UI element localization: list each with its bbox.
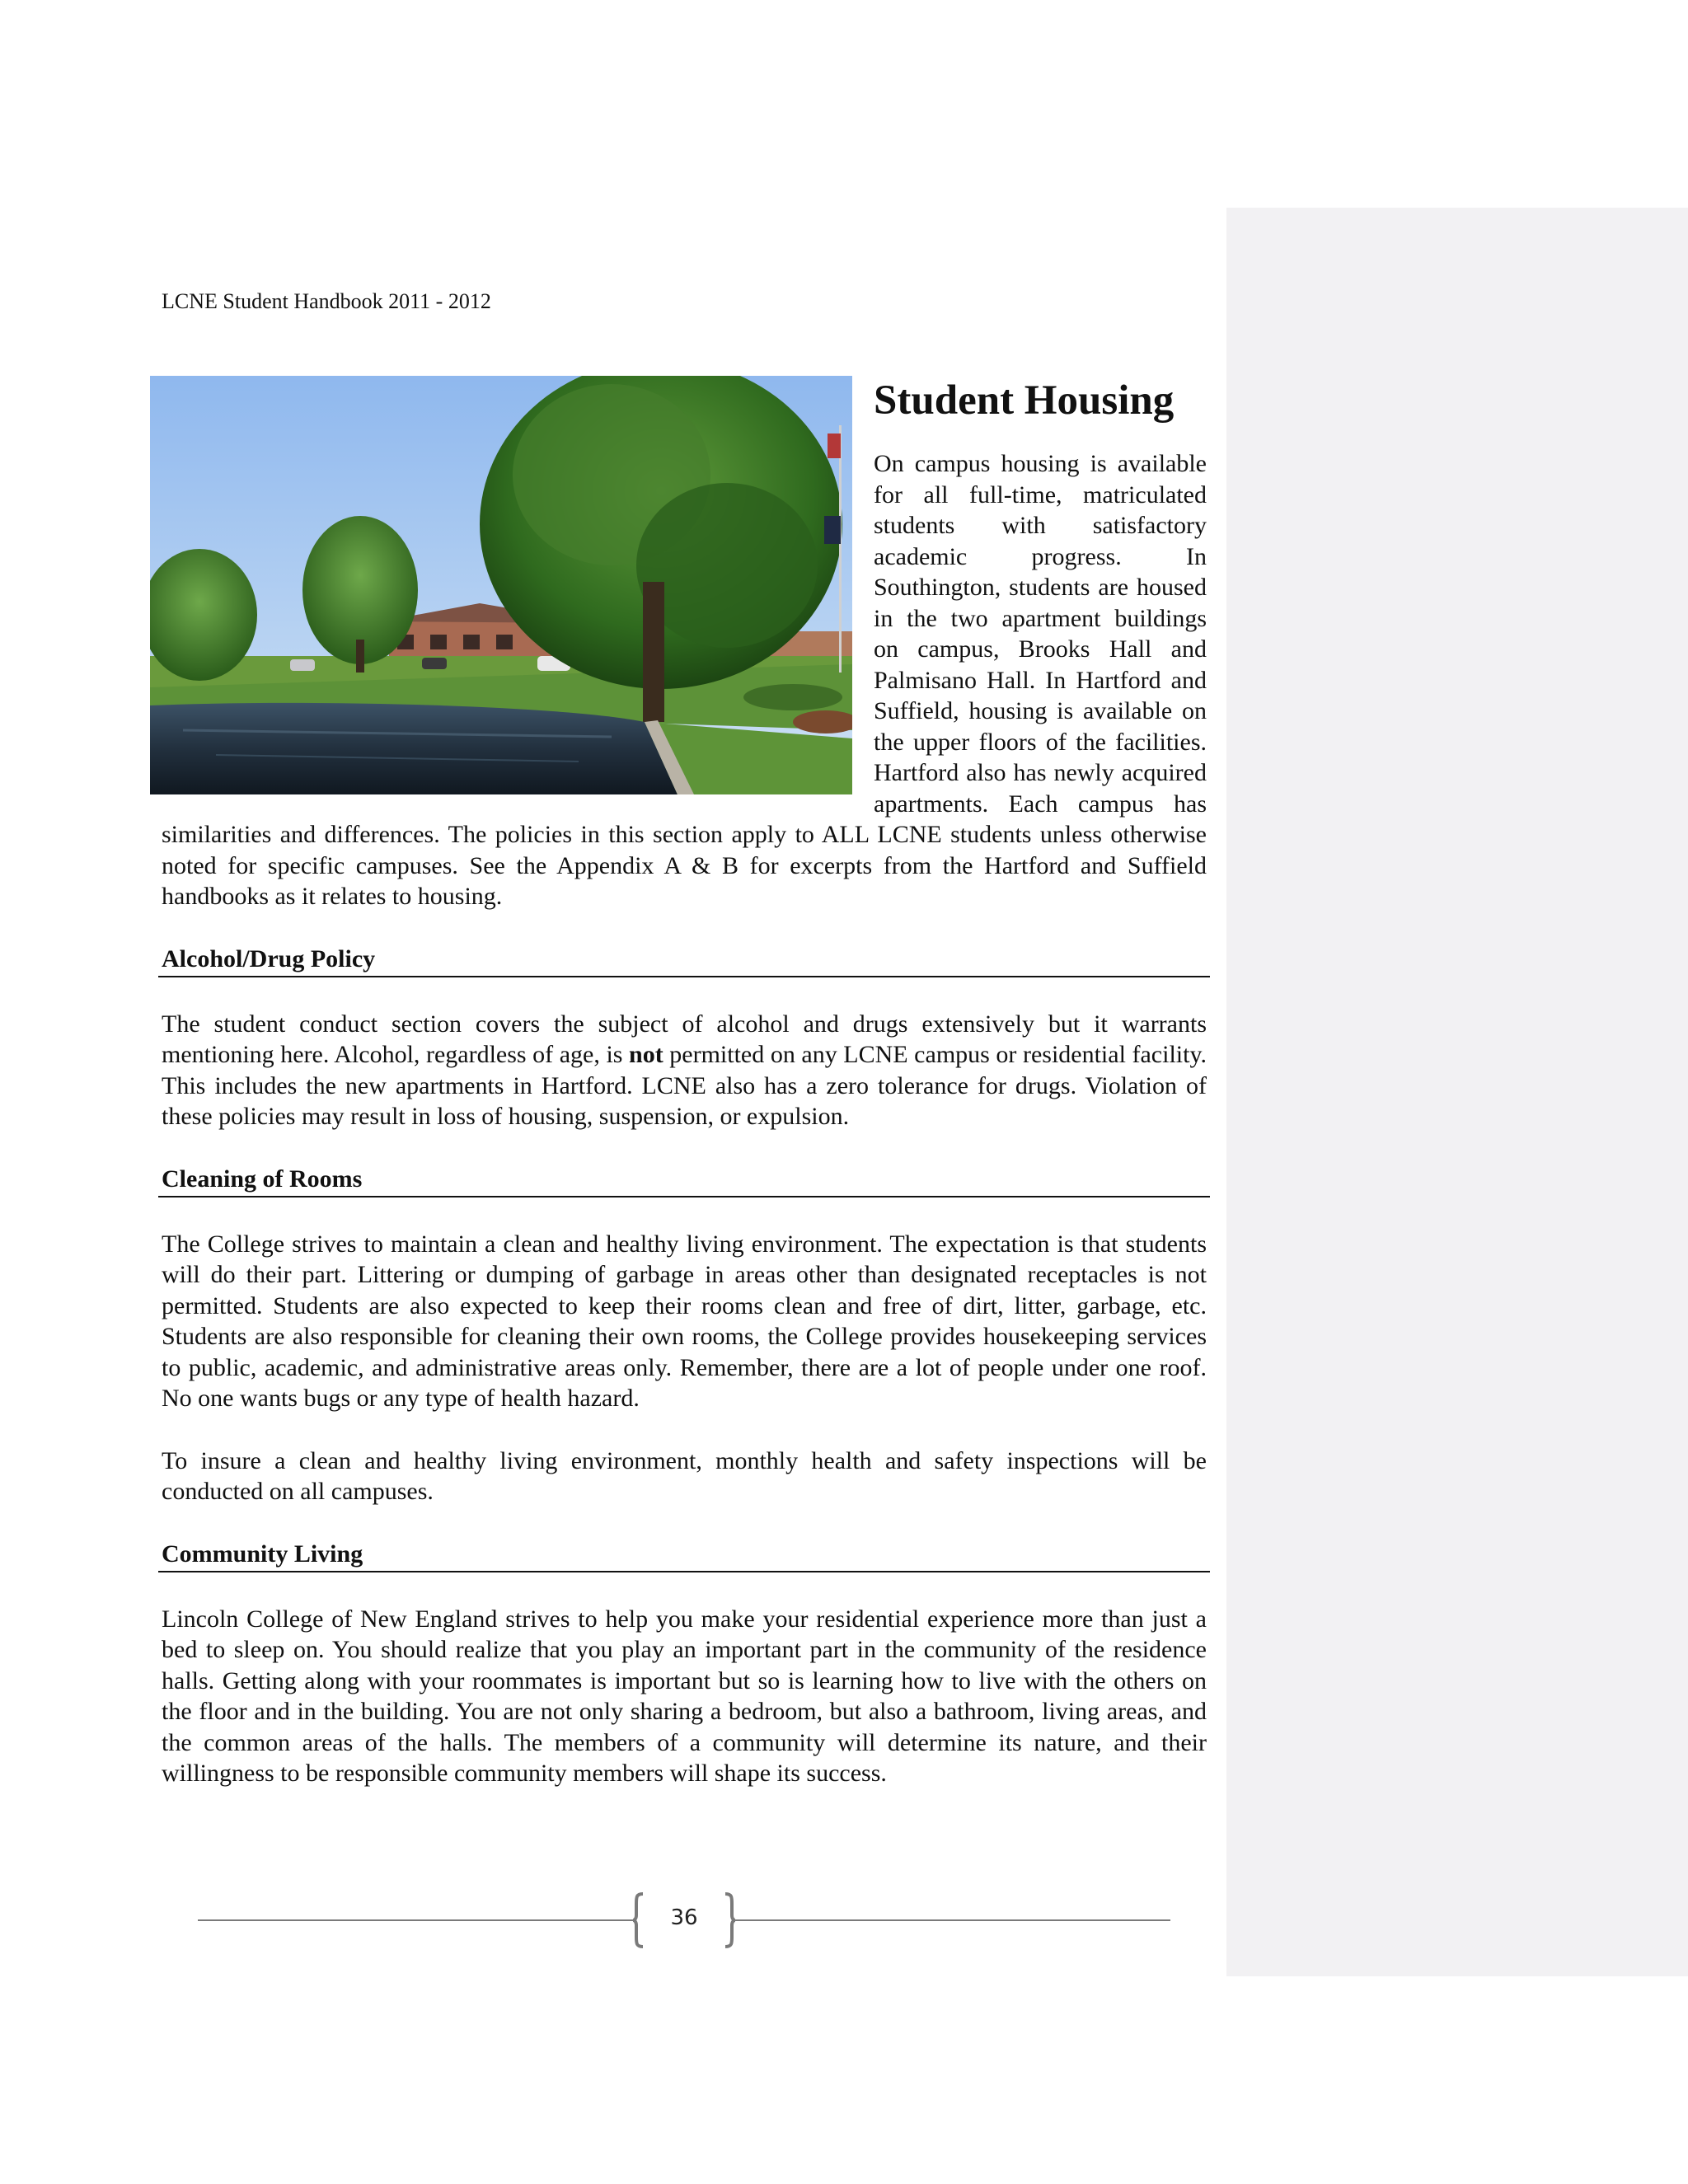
running-header: LCNE Student Handbook 2011 - 2012 [162, 289, 491, 313]
alcohol-drug-policy-paragraph [162, 1009, 1207, 1132]
alcohol-drug-policy-heading: Alcohol/Drug Policy [158, 944, 1210, 977]
page-content [162, 376, 1207, 1789]
alcohol-text-after: permitted on any LCNE campus or residential facility. This includes the new apartments in Hartford. LCNE also has a zero tolerance for drugs. Violation of these policies may result in loss of housing, suspension, or expulsion. [162, 1041, 1207, 1130]
section-title: Student Housing [874, 377, 1175, 424]
comment-margin-panel [1226, 208, 1688, 1976]
cleaning-paragraph-2: To insure a clean and healthy living environment, monthly health and safety inspections will be conducted on all campuses. [162, 1446, 1207, 1505]
community-paragraph-1: Lincoln College of New England strives to help you make your residential experience more than just a bed to sleep on. You should realize that you play an important part in the community of the residence halls. Getting along with your roommates is important but so is learning how to live with the others on the floor and in the building. You are not only sharing a bedroom, but also a bathroom, living areas, and the common areas of the halls. The members of a community will determine its nature, and their willingness to be responsible community members will shape its success. [162, 1605, 1207, 1787]
page-footer [198, 1892, 1170, 1948]
intro-paragraph: On campus housing is available for all full-time, matriculated students with satisfactory academic progress. In Southington, students are housed in the two apartment buildings on campus, Brooks Hall and Palmisano Hall. In Hartford and Suffield, housing is available on the upper floors of the facilities. Hartford also has newly acquired apartments. Each campus has similarities and differences. The policies in this section apply to ALL LCNE students unless otherwise noted for specific campuses. See the Appendix A & B for excerpts from the Hartford and Suffield handbooks as it relates to housing. [162, 450, 1207, 910]
cleaning-of-rooms-heading: Cleaning of Rooms [158, 1164, 1210, 1197]
campus-photo [150, 376, 852, 794]
right-brace-icon [724, 1892, 735, 1948]
footer-rule-left [198, 1919, 633, 1921]
footer-rule-right [735, 1919, 1170, 1921]
page-number: 36 [670, 1905, 698, 1930]
community-living-heading: Community Living [158, 1539, 1210, 1572]
alcohol-text-before: The student conduct section covers the subject of alcohol and drugs extensively but it warrants mentioning here. Alcohol, regardless of age, is [162, 1010, 1207, 1068]
cleaning-paragraph-1: The College strives to maintain a clean and healthy living environment. The expectation is that students will do their part. Littering or dumping of garbage in areas other than designated receptacles is not permitted. Students are also expected to keep their rooms clean and free of dirt, litter, garbage, etc. Students are also responsible for cleaning their own rooms, the College provides housekeeping services to public, academic, and administrative areas only. Remember, there are a lot of people under one roof. No one wants bugs or any type of health hazard. [162, 1230, 1207, 1412]
alcohol-text-bold: not [629, 1041, 663, 1068]
